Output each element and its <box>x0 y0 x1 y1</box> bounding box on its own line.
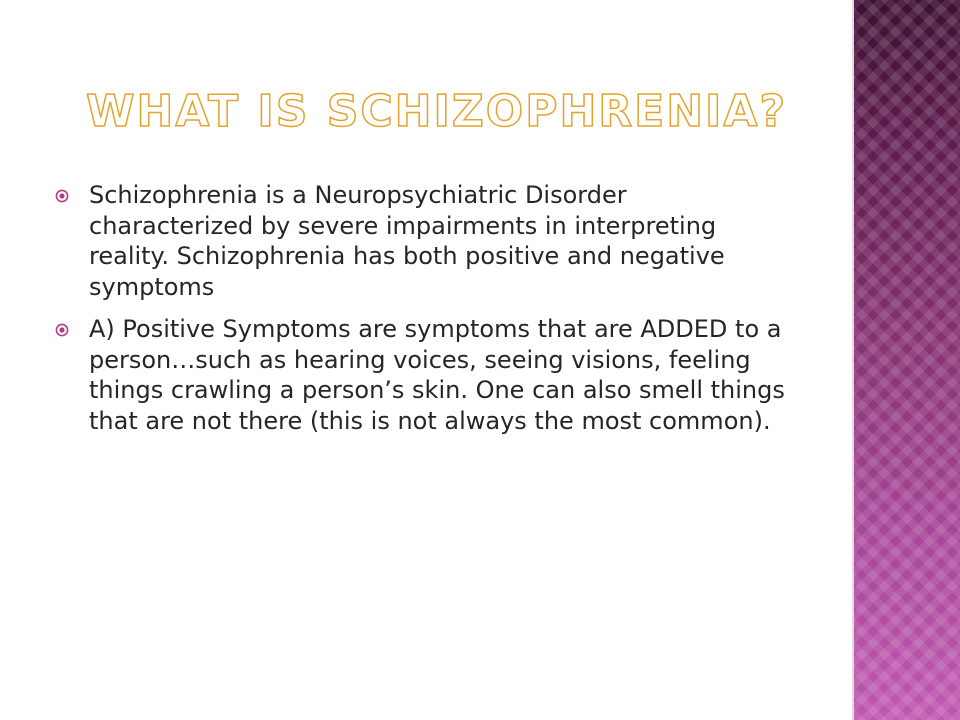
circled-bullet-icon <box>55 189 69 203</box>
decorative-side-panel <box>854 0 960 720</box>
slide-title: WHAT IS SCHIZOPHRENIA? <box>86 86 787 137</box>
bullet-item <box>50 180 790 302</box>
bullet-item <box>50 314 790 436</box>
bullet-text: Schizophrenia is a Neuropsychiatric Disorder characterized by severe impairments in interpreting reality. Schizophrenia has both positive and negative symptoms <box>89 181 725 301</box>
bullet-text: A) Positive Symptoms are symptoms that are ADDED to a person…such as hearing voices, seeing visions, feeling things crawling a person’s skin. One can also smell things that are not there (this is not always the most common). <box>89 315 785 435</box>
bullet-list <box>50 180 790 448</box>
circled-bullet-icon <box>55 323 69 337</box>
